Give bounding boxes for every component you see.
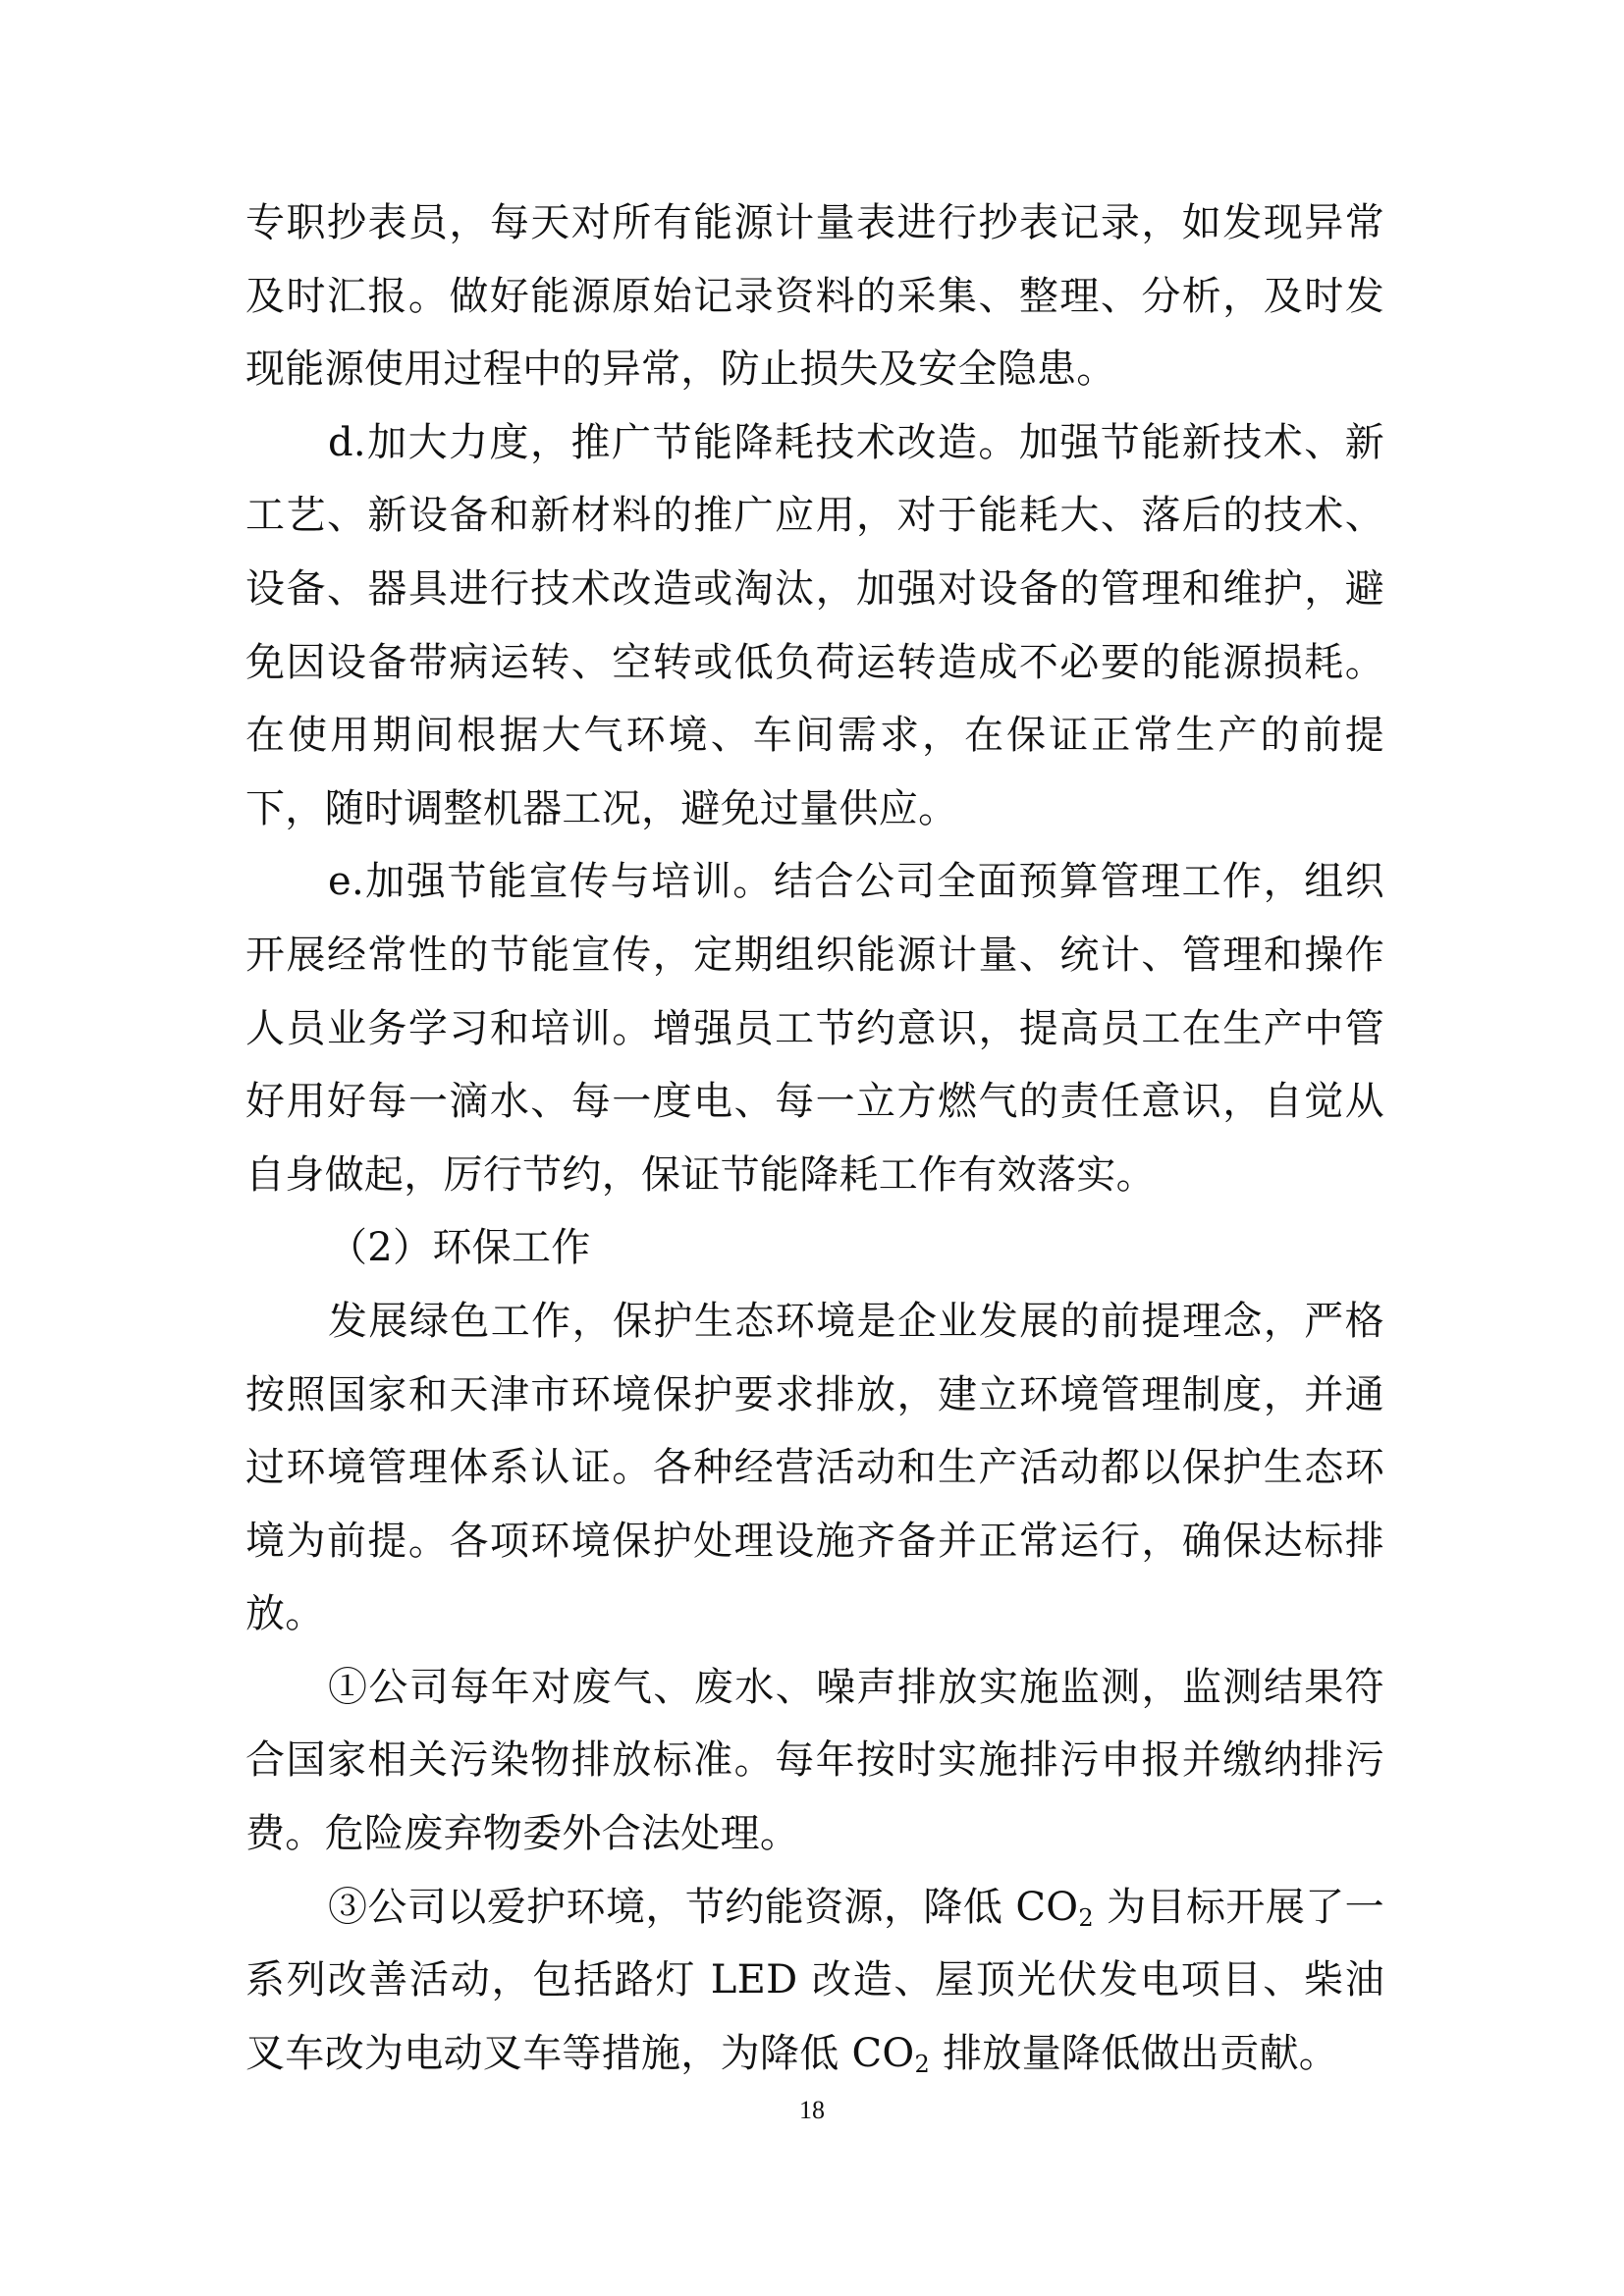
paragraph-emission-monitoring: ①公司每年对废气、废水、噪声排放实施监测，监测结果符合国家相关污染物排放标准。每年按时实施排污申报并缴纳排污费。危险废弃物委外合法处理。 bbox=[245, 1664, 1384, 1857]
paragraph-co2-reduction bbox=[245, 1871, 1384, 2091]
co2-text-part1: ③公司以爱护环境，节约能资源，降低 CO bbox=[328, 1884, 1079, 1930]
co2-text-part2: 为目标开展了一系列改善活动，包括路灯 LED 改造、屋顶光伏发电项目、柴油叉车改为电动叉车等措施，为降低 CO bbox=[245, 1884, 1384, 2076]
paragraph-energy-saving-tech: d.加大力度，推广节能降耗技术改造。加强节能新技术、新工艺、新设备和新材料的推广应用，对于能耗大、落后的技术、设备、器具进行技术改造或淘汰，加强对设备的管理和维护，避免因设备带病运转、空转或低负荷运转造成不必要的能源损耗。在使用期间根据大气环境、车间需求，在保证正常生产的前提下，随时调整机器工况，避免过量供应。 bbox=[245, 419, 1384, 831]
co2-subscript-1: 2 bbox=[1078, 1903, 1094, 1932]
co2-subscript-2: 2 bbox=[914, 2050, 931, 2078]
paragraph-green-development: 发展绿色工作，保护生态环境是企业发展的前提理念，严格按照国家和天津市环境保护要求排放，建立环境管理制度，并通过环境管理体系认证。各种经营活动和生产活动都以保护生态环境为前提。各项环境保护处理设施齐备并正常运行，确保达标排放。 bbox=[245, 1298, 1384, 1637]
paragraph-meter-reading: 专职抄表员，每天对所有能源计量表进行抄表记录，如发现异常及时汇报。做好能源原始记录资料的采集、整理、分析，及时发现能源使用过程中的异常，防止损失及安全隐患。 bbox=[245, 200, 1384, 393]
co2-text-part3: 排放量降低做出贡献。 bbox=[930, 2030, 1339, 2076]
page-number: 18 bbox=[799, 2096, 825, 2124]
paragraph-energy-training: e.加强节能宣传与培训。结合公司全面预算管理工作，组织开展经常性的节能宣传，定期组织能源计量、统计、管理和操作人员业务学习和培训。增强员工节约意识，提高员工在生产中管好用好每一滴水、每一度电、每一立方燃气的责任意识，自觉从自身做起，厉行节约，保证节能降耗工作有效落实。 bbox=[245, 859, 1384, 1198]
body-text bbox=[245, 187, 1384, 2090]
section-heading-environmental: （2）环保工作 bbox=[328, 1225, 591, 1271]
